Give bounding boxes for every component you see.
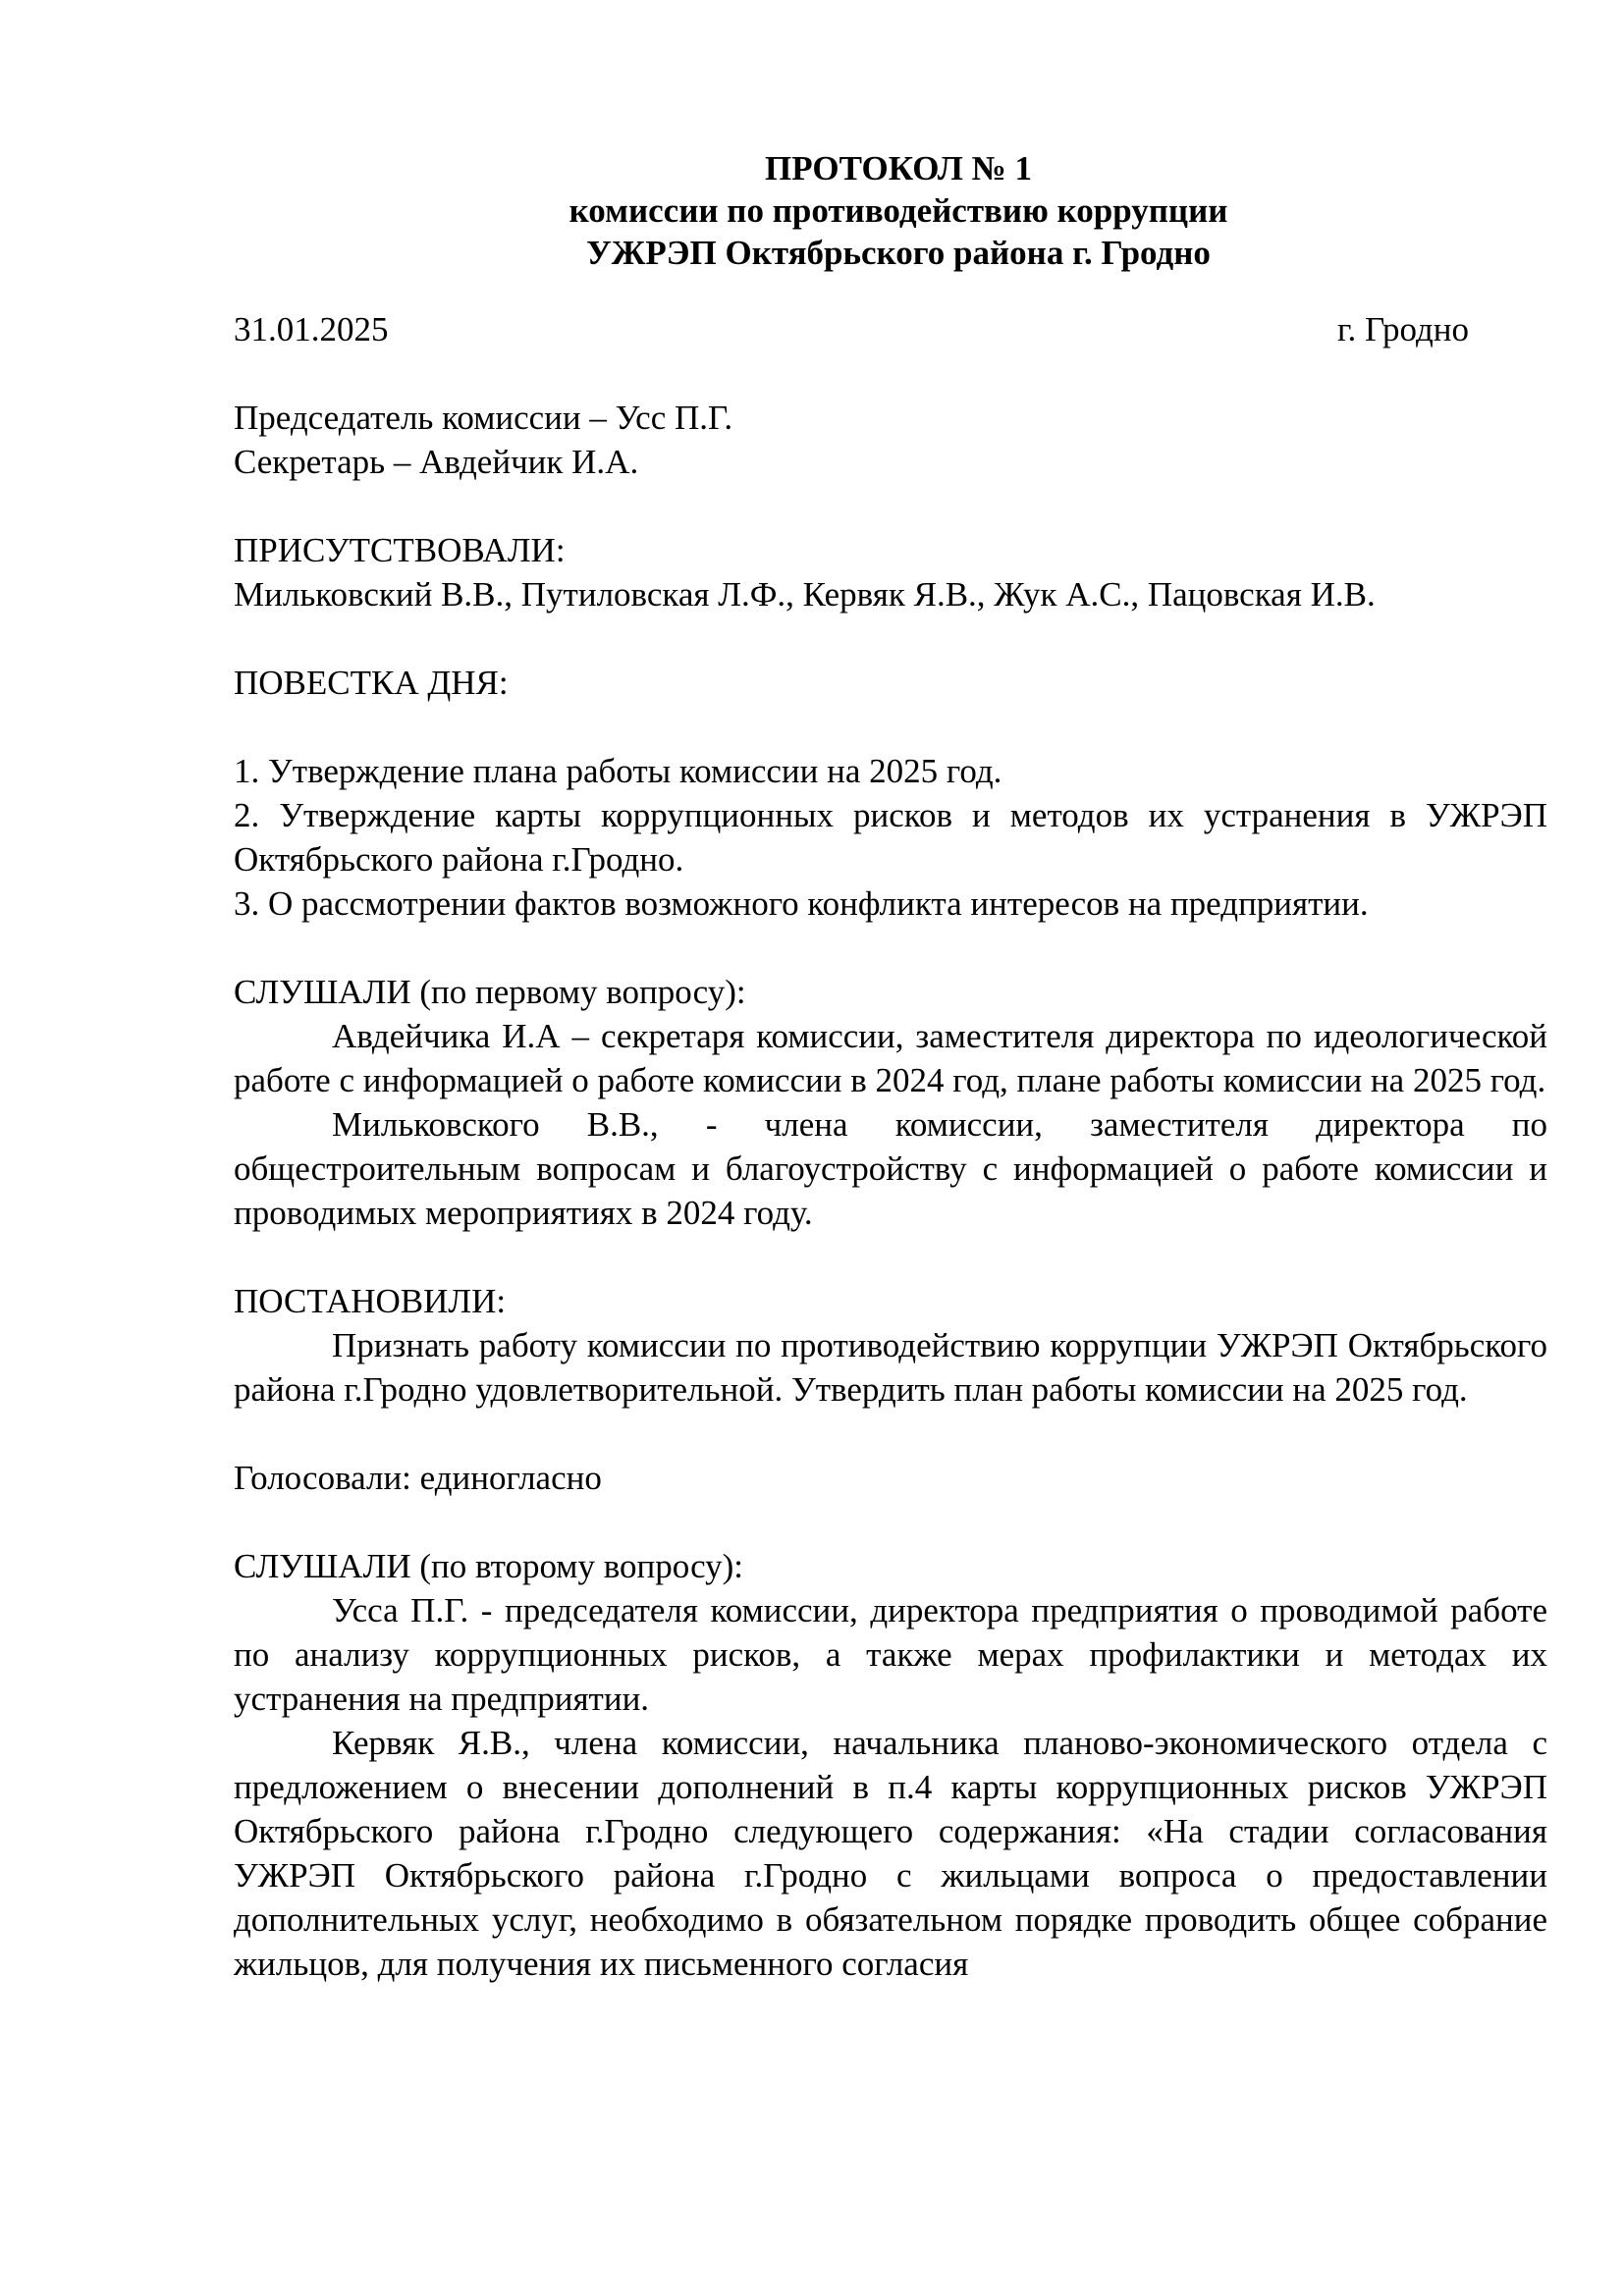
agenda-item: 3. О рассмотрении фактов возможного конфликта интересов на предприятии. — [234, 884, 1369, 923]
agenda-item: 1. Утверждение плана работы комиссии на 2025 год. — [234, 752, 1002, 790]
agenda-item: 2. Утверждение карты коррупционных рисков и методов их устранения в УЖРЭП Октябрьского района г.Гродно. — [234, 796, 1547, 879]
question2-speaker2: Кервяк Я.В., члена комиссии, начальника планово-экономического отдела с предложением о внесении дополнений в п.4 карты коррупционных рисков УЖРЭП Октябрьского района г.Гродно следующего содержания: «На стадии согласования УЖРЭП Октябрьского района г.Гродно с жильцами вопроса о предоставлении дополнительных услуг, необходимо в обязательном порядке проводить общее собрание жильцов, для получения их письменного согласия — [234, 1724, 1547, 1983]
question1-block — [234, 970, 1547, 1235]
officials-block — [234, 396, 1547, 484]
question2-block — [234, 1544, 1547, 1986]
agenda-block — [234, 749, 1547, 926]
document-subtitle: комиссии по противодействию коррупции — [568, 191, 1228, 230]
agenda-list — [234, 749, 1547, 926]
attendance-block — [234, 528, 1547, 616]
question1-speaker1: Авдейчика И.А – секретаря комиссии, заместителя директора по идеологической работе с информацией о работе комиссии в 2024 год, плане работы комиссии на 2025 год. — [234, 1017, 1547, 1099]
document-title: ПРОТОКОЛ № 1 — [765, 149, 1032, 187]
decision1-heading: ПОСТАНОВИЛИ: — [234, 1282, 507, 1320]
vote1-block — [234, 1456, 1547, 1500]
date-city-row — [234, 307, 1547, 351]
document-city: г. Гродно — [1337, 310, 1469, 348]
decision1-text: Признать работу комиссии по противодействию коррупции УЖРЭП Октябрьского района г.Гродно удовлетворительной. Утвердить план работы комиссии на 2025 год. — [234, 1326, 1547, 1409]
agenda-heading-block — [234, 661, 1547, 705]
document-page — [234, 147, 1547, 1986]
attendance-names: Мильковский В.В., Путиловская Л.Ф., Кервяк Я.В., Жук А.С., Пацовская И.В. — [234, 575, 1376, 614]
document-header — [249, 147, 1547, 274]
question2-heading: СЛУШАЛИ (по второму вопросу): — [234, 1547, 744, 1585]
agenda-heading: ПОВЕСТКА ДНЯ: — [234, 664, 509, 702]
question1-heading: СЛУШАЛИ (по первому вопросу): — [234, 973, 746, 1011]
chairman-line: Председатель комиссии – Усс П.Г. — [234, 399, 733, 437]
attendance-heading: ПРИСУТСТВОВАЛИ: — [234, 531, 566, 569]
secretary-line: Секретарь – Авдейчик И.А. — [234, 443, 639, 481]
document-date: 31.01.2025 — [234, 310, 389, 348]
vote1-text: Голосовали: единогласно — [234, 1459, 602, 1497]
organization-name: УЖРЭП Октябрьского района г. Гродно — [586, 234, 1211, 272]
decision1-block — [234, 1279, 1547, 1412]
question1-speaker2: Мильковского В.В., - члена комиссии, заместителя директора по общестроительным вопросам и благоустройству с информацией о работе комиссии и проводимых мероприятиях в 2024 году. — [234, 1105, 1547, 1232]
question2-speaker1: Усса П.Г. - председателя комиссии, директора предприятия о проводимой работе по анализу коррупционных рисков, а также мерах профилактики и методах их устранения на предприятии. — [234, 1591, 1547, 1718]
